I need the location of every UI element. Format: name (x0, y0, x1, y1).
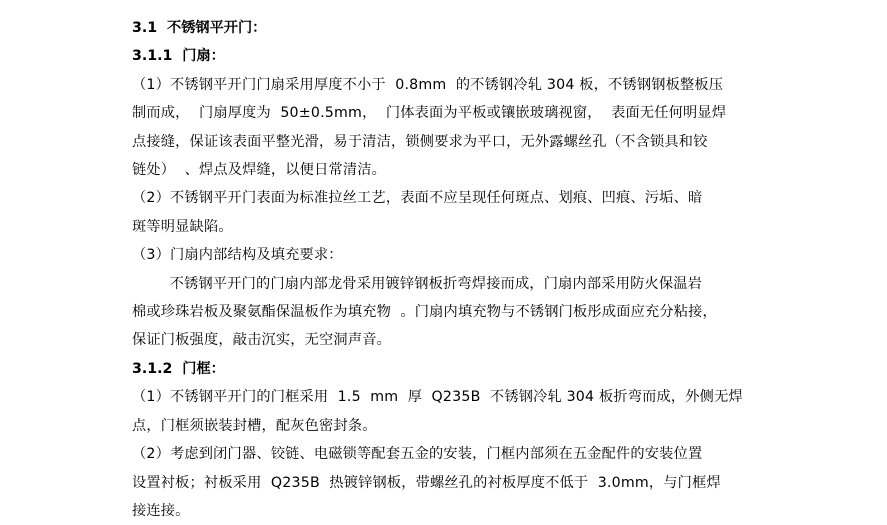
paragraph-5-line-1: （2）考虑到闭门器、铰链、电磁锁等配套五金的安装，门框内部须在五金配件的安装位置 (132, 446, 703, 463)
section-heading-3-1: 3.1 不锈钢平开门： (132, 20, 267, 36)
section-heading-3-1-1: 3.1.1 门扇： (132, 48, 225, 65)
paragraph-3-line-4: 保证门板强度，敲击沉实，无空洞声音。 (132, 332, 391, 349)
paragraph-1-line-1: （1）不锈钢平开门门扇采用厚度不小于 0.8mm 的不锈钢冷轧 304 板，不锈钢钢板整板压 (132, 76, 724, 93)
paragraph-4-line-2: 点，门框须嵌装封槽，配灰色密封条。 (132, 417, 377, 434)
paragraph-1-line-3: 点接缝，保证该表面平整光滑，易于清洁，锁侧要求为平口，无外露螺丝孔（不含锁具和铰 (132, 133, 708, 150)
paragraph-4-line-1: （1）不锈钢平开门的门框采用 1.5 mm 厚 Q235B 不锈钢冷轧 304 板折弯而成，外侧无焊 (132, 389, 743, 406)
paragraph-2-line-1: （2）不锈钢平开门表面为标准拉丝工艺，表面不应呈现任何斑点、划痕、凹痕、污垢、暗 (132, 190, 703, 207)
document-body (132, 14, 835, 525)
paragraph-3-line-2: 不锈钢平开门的门扇内部龙骨采用镀锌钢板折弯焊接而成，门扇内部采用防火保温岩 (132, 275, 703, 292)
section-heading-3-1-2: 3.1.2 门框： (132, 360, 225, 377)
paragraph-5-line-3: 接连接。 (132, 502, 190, 519)
paragraph-2-line-2: 斑等明显缺陷。 (132, 218, 233, 235)
paragraph-5-line-2: 设置衬板；衬板采用 Q235B 热镀锌钢板，带螺丝孔的衬板厚度不低于 3.0mm，与门框焊 (132, 474, 721, 491)
paragraph-3-line-3: 棉或珍珠岩板及聚氨酯保温板作为填充物 。门扇内填充物与不锈钢门板彤成面应充分粘接， (132, 304, 717, 321)
paragraph-3-line-1: （3）门扇内部结构及填充要求： (132, 247, 343, 264)
paragraph-1-line-4: 链处） 、焊点及焊缝，以便日常清洁。 (132, 162, 387, 179)
paragraph-1-line-2: 制而成， 门扇厚度为 50±0.5mm， 门体表面为平板或镶嵌玻璃视窗， 表面无任何明显焊 (132, 105, 727, 122)
